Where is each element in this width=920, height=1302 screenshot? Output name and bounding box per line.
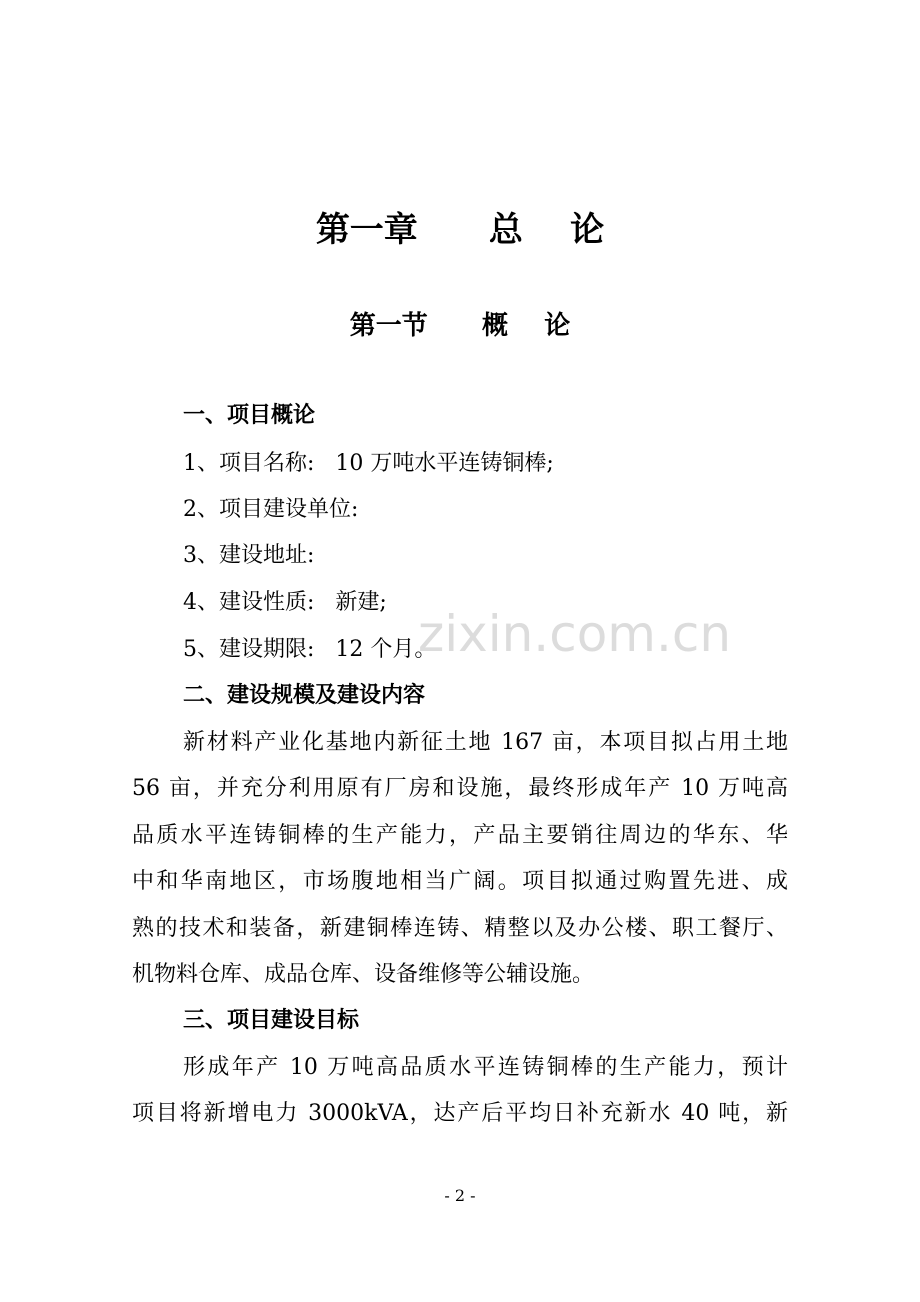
overview-item: 3、建设地址: xyxy=(183,543,315,568)
paragraph-line: 项目将新增电力 3000kVA，达产后平均日补充新水 40 吨，新 xyxy=(132,1101,788,1126)
paragraph-line: 形成年产 10 万吨高品质水平连铸铜棒的生产能力，预计 xyxy=(183,1055,788,1080)
paragraph-line: 中和华南地区，市场腹地相当广阔。项目拟通过购置先进、成 xyxy=(132,869,788,894)
heading-overview: 一、项目概论 xyxy=(183,403,316,428)
paragraph-line: 熟的技术和装备，新建铜棒连铸、精整以及办公楼、职工餐厅、 xyxy=(132,916,788,941)
chapter-title: 第一章 总 论 xyxy=(315,210,605,250)
paragraph-line: 品质水平连铸铜棒的生产能力，产品主要销往周边的华东、华 xyxy=(132,823,788,848)
paragraph-line: 新材料产业化基地内新征土地 167 亩，本项目拟占用土地 xyxy=(183,730,788,755)
overview-item: 1、项目名称: 10 万吨水平连铸铜棒; xyxy=(183,451,554,476)
overview-item: 2、项目建设单位: xyxy=(183,497,359,522)
overview-item: 5、建设期限: 12 个月。 xyxy=(183,637,437,662)
watermark: zixin.com.cn xyxy=(418,605,732,663)
heading-goals: 三、项目建设目标 xyxy=(183,1008,360,1033)
overview-item: 4、建设性质: 新建; xyxy=(183,590,387,615)
section-title: 第一节 概 论 xyxy=(349,311,571,341)
page-number: - 2 - xyxy=(444,1186,476,1205)
paragraph-line: 机物料仓库、成品仓库、设备维修等公辅设施。 xyxy=(132,962,595,987)
heading-scale: 二、建设规模及建设内容 xyxy=(183,683,426,708)
paragraph-line: 56 亩，并充分利用原有厂房和设施，最终形成年产 10 万吨高 xyxy=(132,776,788,801)
